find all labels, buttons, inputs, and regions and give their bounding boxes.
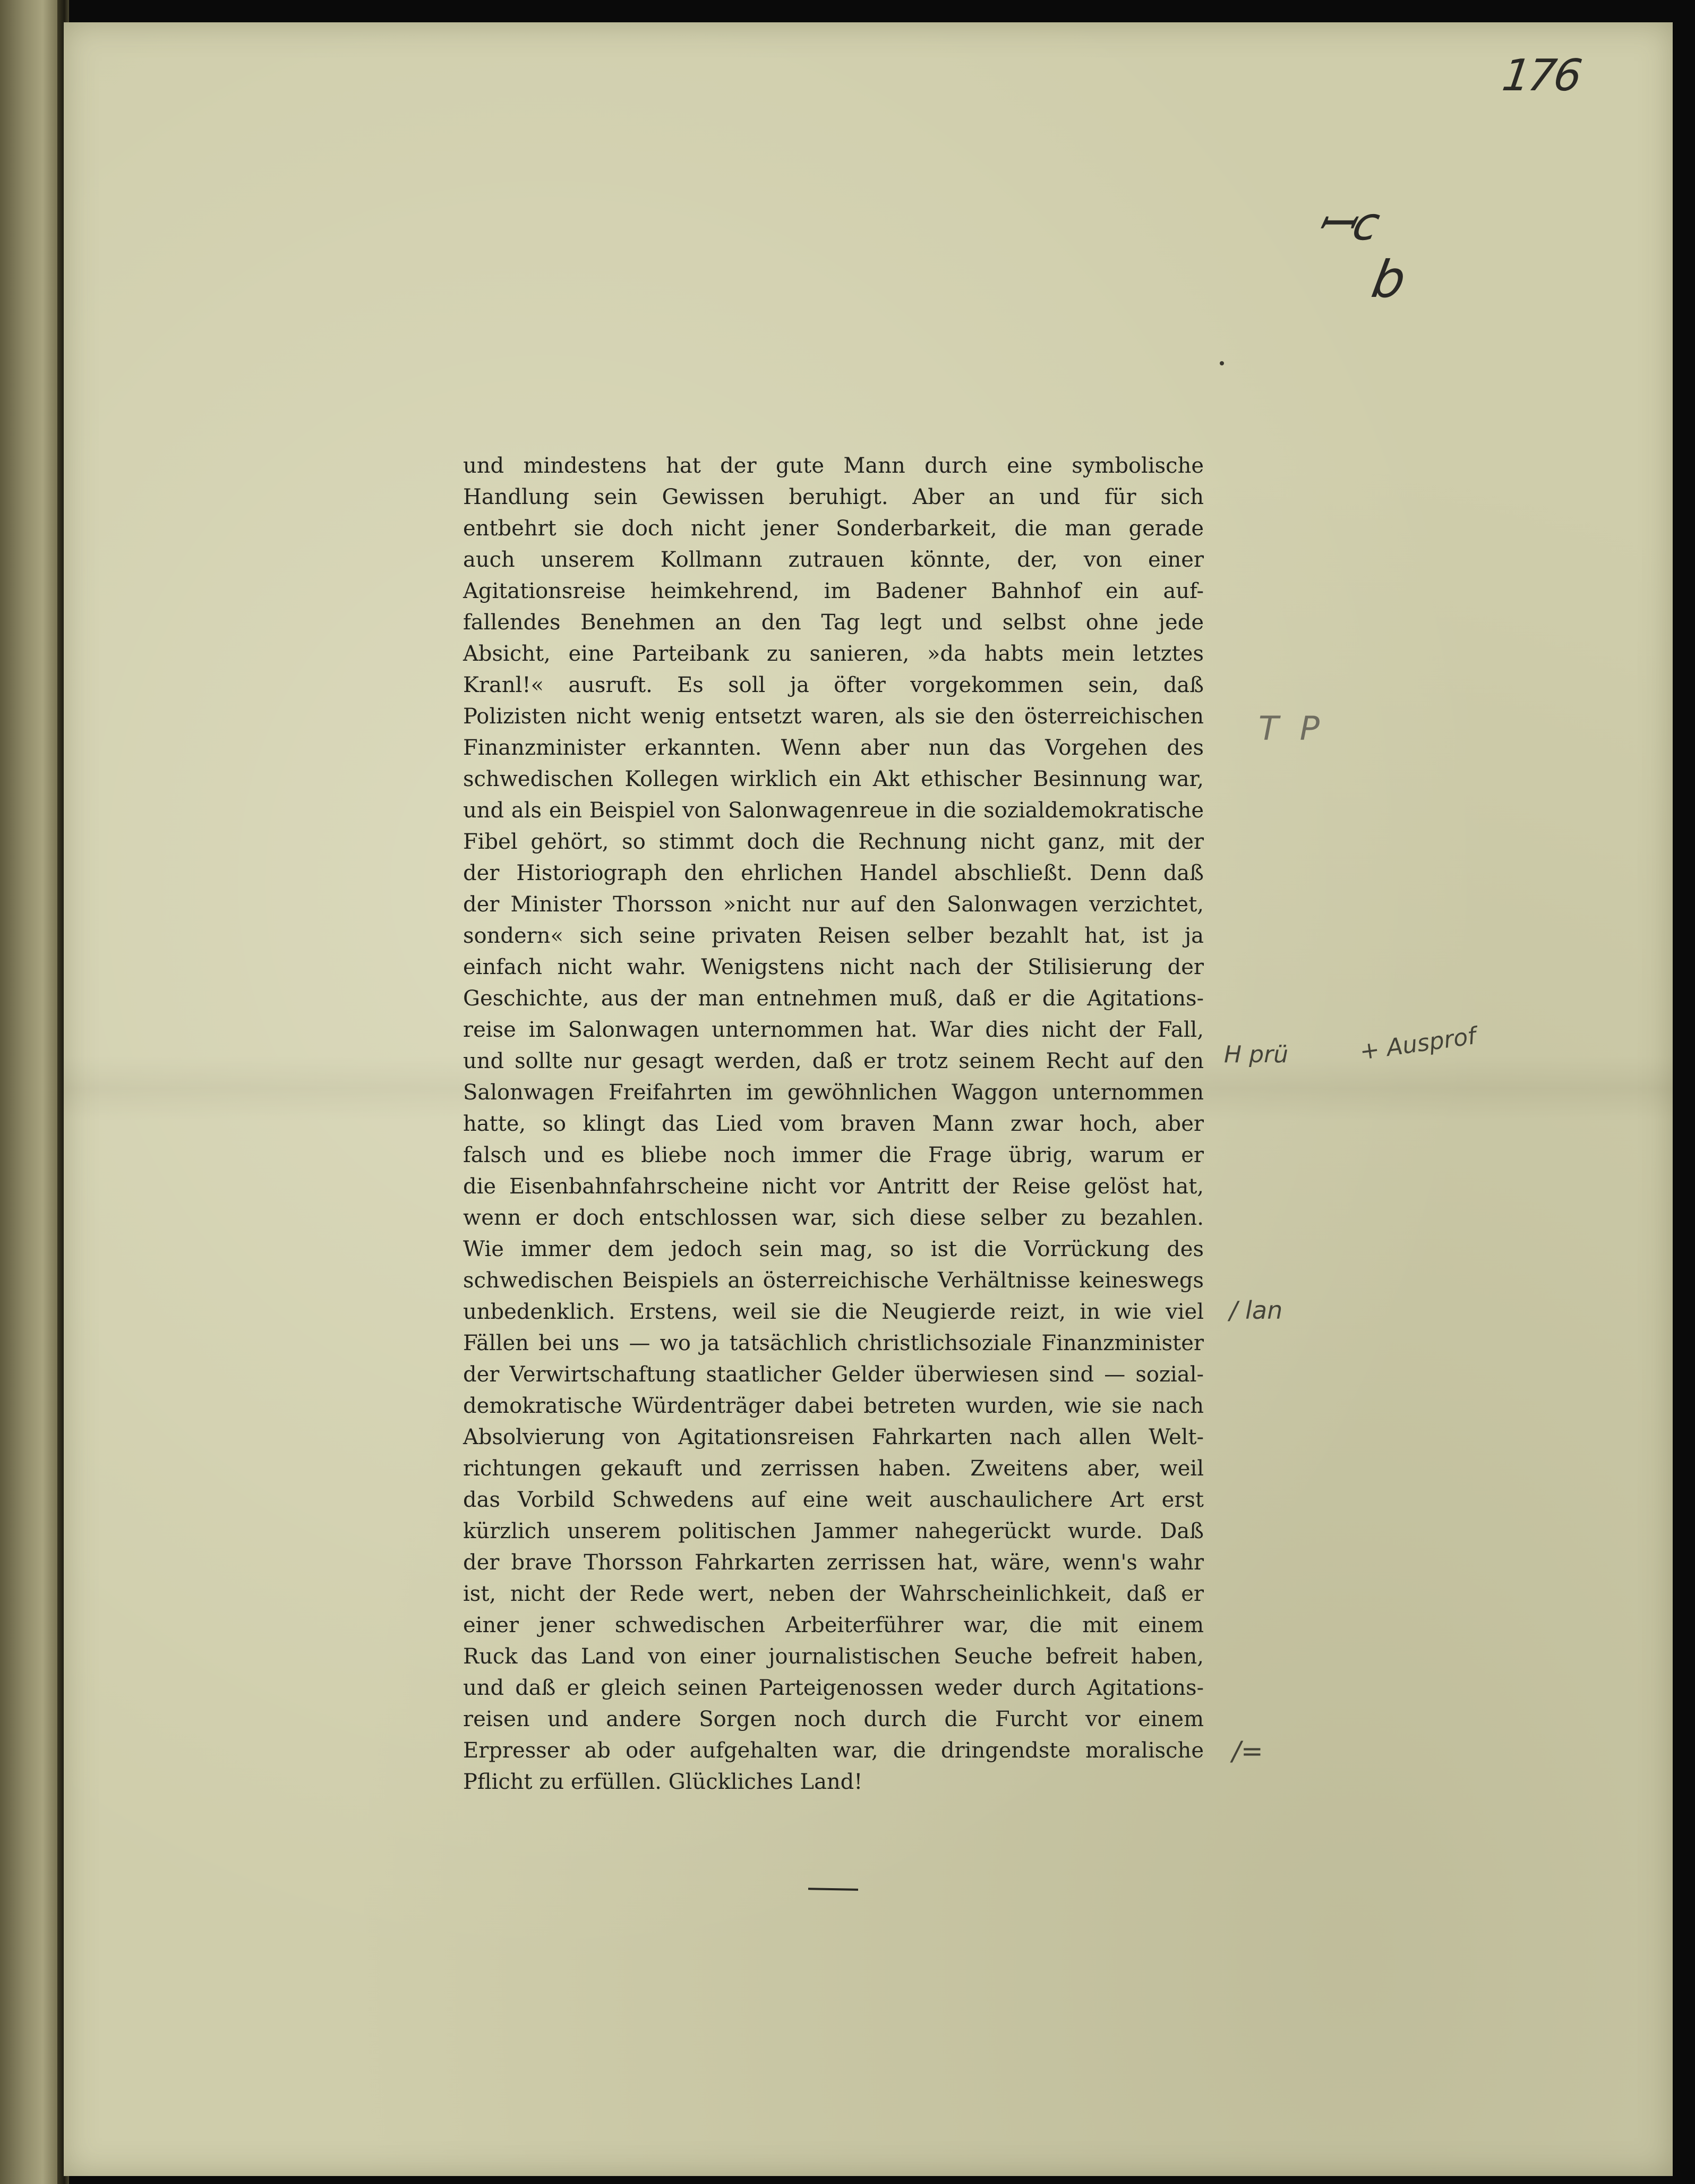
body-line: Fibel gehört, so stimmt doch die Rechnung nicht ganz, mit der <box>463 830 1204 854</box>
body-line: ist, nicht der Rede wert, neben der Wahrscheinlichkeit, daß er <box>463 1582 1204 1606</box>
body-line: und daß er gleich seinen Parteigenossen weder durch Agitations- <box>463 1676 1204 1700</box>
body-line: die Eisenbahnfahrscheine nicht vor Antritt der Reise gelöst hat, <box>463 1174 1204 1199</box>
body-line: der brave Thorsson Fahrkarten zerrissen hat, wäre, wenn's wahr <box>463 1550 1204 1575</box>
body-line: hatte, so klingt das Lied vom braven Mann zwar hoch, aber <box>463 1112 1204 1136</box>
body-line: richtungen gekauft und zerrissen haben. Zweitens aber, weil <box>463 1456 1204 1481</box>
body-line: Ruck das Land von einer journalistischen Seuche befreit haben, <box>463 1644 1204 1669</box>
pencil-note-top-symbol: ꟷc <box>1311 198 1385 251</box>
body-line: und als ein Beispiel von Salonwagenreue in die sozialdemokratische <box>463 798 1204 823</box>
body-line: und sollte nur gesagt werden, daß er trotz seinem Recht auf den <box>463 1049 1204 1073</box>
body-line: entbehrt sie doch nicht jener Sonderbarkeit, die man gerade <box>463 516 1204 541</box>
body-line: reise im Salonwagen unternommen hat. War dies nicht der Fall, <box>463 1018 1204 1042</box>
body-line: schwedischen Kollegen wirklich ein Akt ethischer Besinnung war, <box>463 767 1204 791</box>
facing-page-edge <box>0 0 61 2184</box>
body-line: das Vorbild Schwedens auf eine weit auschaulichere Art erst <box>463 1488 1204 1512</box>
body-line: Fällen bei uns — wo ja tatsächlich christlichsoziale Finanzminister <box>463 1331 1204 1355</box>
body-line: und mindestens hat der gute Mann durch eine symbolische <box>463 454 1204 478</box>
body-line: einfach nicht wahr. Wenigstens nicht nach der Stilisierung der <box>463 955 1204 979</box>
ink-speck <box>1220 361 1224 365</box>
body-line: einer jener schwedischen Arbeiterführer war, die mit einem <box>463 1613 1204 1637</box>
body-line: der Verwirtschaftung staatlicher Gelder überwiesen sind — sozial- <box>463 1362 1204 1387</box>
pencil-note-hp: H prü <box>1224 1041 1288 1068</box>
body-line: unbedenklich. Erstens, weil sie die Neugierde reizt, in wie viel <box>463 1300 1204 1324</box>
body-line: Polizisten nicht wenig entsetzt waren, als sie den österreichischen <box>463 704 1204 729</box>
body-line: Finanzminister erkannten. Wenn aber nun das Vorgehen des <box>463 736 1204 760</box>
body-line: Kranl!« ausruft. Es soll ja öfter vorgekommen sein, daß <box>463 673 1204 697</box>
body-line: Handlung sein Gewissen beruhigt. Aber an und für sich <box>463 485 1204 509</box>
body-line: fallendes Benehmen an den Tag legt und selbst ohne jede <box>463 610 1204 635</box>
body-line: der Historiograph den ehrlichen Handel abschließt. Denn daß <box>463 861 1204 885</box>
body-line: falsch und es bliebe noch immer die Frage übrig, warum er <box>463 1143 1204 1167</box>
body-line: auch unserem Kollmann zutrauen könnte, der, von einer <box>463 548 1204 572</box>
body-line: schwedischen Beispiels an österreichische Verhältnisse keineswegs <box>463 1268 1204 1293</box>
body-line: der Minister Thorsson »nicht nur auf den Salonwagen verzichtet, <box>463 892 1204 917</box>
body-line: kürzlich unserem politischen Jammer nahegerückt wurde. Daß <box>463 1519 1204 1543</box>
body-line: Absicht, eine Parteibank zu sanieren, »da habts mein letztes <box>463 642 1204 666</box>
pencil-note-eq: /= <box>1232 1736 1263 1767</box>
body-line: Geschichte, aus der man entnehmen muß, daß er die Agitations- <box>463 986 1204 1011</box>
pencil-note-ausp: + Ausprof <box>1358 1022 1478 1066</box>
body-line: Wie immer dem jedoch sein mag, so ist die Vorrückung des <box>463 1237 1204 1261</box>
body-line: Salonwagen Freifahrten im gewöhnlichen Waggon unternommen <box>463 1080 1204 1105</box>
body-line: Absolvierung von Agitationsreisen Fahrkarten nach allen Welt- <box>463 1425 1204 1449</box>
body-text-block <box>463 450 1204 1798</box>
pencil-note-lan: / lan <box>1229 1296 1283 1325</box>
body-line: reisen und andere Sorgen noch durch die Furcht vor einem <box>463 1707 1204 1731</box>
pencil-note-tp: T P <box>1259 709 1325 748</box>
body-line: Agitationsreise heimkehrend, im Badener Bahnhof ein auf- <box>463 579 1204 603</box>
pencil-note-top-symbol-2: b <box>1367 250 1410 309</box>
body-line: demokratische Würdenträger dabei betreten wurden, wie sie nach <box>463 1394 1204 1418</box>
body-line: wenn er doch entschlossen war, sich diese selber zu bezahlen. <box>463 1206 1204 1230</box>
body-line: Erpresser ab oder aufgehalten war, die dringendste moralische <box>463 1738 1204 1763</box>
body-line: Pflicht zu erfüllen. Glückliches Land! <box>463 1770 863 1794</box>
folio-number: 176 <box>1499 50 1583 101</box>
body-line: sondern« sich seine privaten Reisen selber bezahlt hat, ist ja <box>463 924 1204 948</box>
